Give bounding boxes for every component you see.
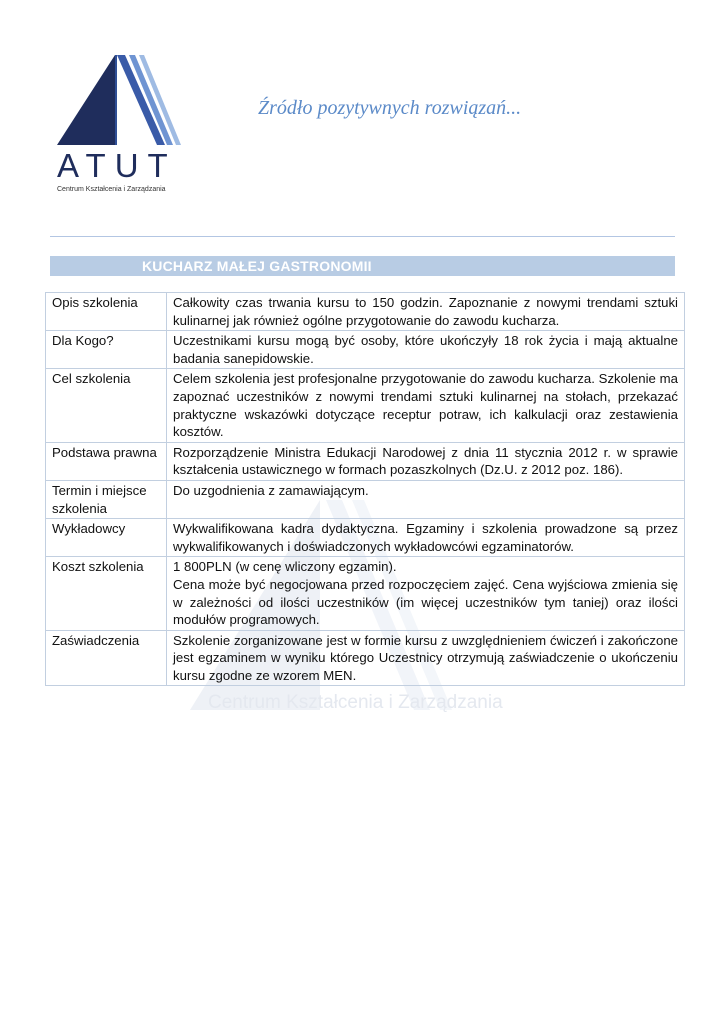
row-label: Podstawa prawna: [46, 442, 167, 480]
row-label: Cel szkolenia: [46, 369, 167, 442]
table-row: [46, 557, 685, 630]
table-row: [46, 442, 685, 480]
row-value-text: Całkowity czas trwania kursu to 150 godzin. Zapoznanie z nowymi trendami sztuki kulinarnej jak również ogólne przygotowanie do zawodu kucharza.: [173, 295, 678, 328]
row-value: [167, 442, 685, 480]
row-label: Opis szkolenia: [46, 293, 167, 331]
row-label: Koszt szkolenia: [46, 557, 167, 630]
row-label: Wykładowcy: [46, 519, 167, 557]
logo-wordmark: ATUT: [57, 147, 177, 184]
course-title: KUCHARZ MAŁEJ GASTRONOMII: [142, 258, 372, 274]
row-value: [167, 331, 685, 369]
row-value-text: Szkolenie zorganizowane jest w formie kursu z uwzględnieniem ćwiczeń i zakończone jest egzaminem w wyniku którego Uczestnicy otrzymują zaświadczenie o ukończeniu kursu zgodne ze wzorem MEN.: [173, 632, 678, 683]
row-value: [167, 557, 685, 630]
row-value-text: Rozporządzenie Ministra Edukacji Narodowej z dnia 11 stycznia 2012 r. w sprawie kształcenia ustawicznego w formach pozaszkolnych (Dz.U. z 2012 poz. 186).: [173, 444, 678, 478]
logo-subtitle: Centrum Kształcenia i Zarządzania: [57, 186, 166, 193]
table-row: [46, 519, 685, 557]
row-value-text: Do uzgodnienia z zamawiającym.: [173, 482, 369, 498]
row-value: [167, 369, 685, 442]
row-value: [167, 293, 685, 331]
row-label: Zaświadczenia: [46, 630, 167, 686]
table-row: [46, 480, 685, 518]
row-value-text: Celem szkolenia jest profesjonalne przygotowanie do zawodu kucharza. Szkolenie ma zapoznać uczestników z nowymi trendami sztuki kulinarnej na stołach, przekazać praktyczne wskazówki dotyczące receptur potraw, ich kalkulacji oraz zestawienia kosztów.: [173, 371, 678, 440]
course-info-table: [45, 292, 685, 686]
row-value: [167, 519, 685, 557]
row-value-text-extra: Cena może być negocjowana przed rozpoczęciem zajęć. Cena wyjściowa zmienia się w zależności od ilości uczestników (im więcej uczestników tym taniej) oraz ilości modułów programowych.: [173, 576, 678, 628]
row-value-text: Wykwalifikowana kadra dydaktyczna. Egzaminy i szkolenia prowadzone są przez wykwalifikowanych i doświadczonych wykładowcówi egzaminatorów.: [173, 521, 678, 554]
tagline: Źródło pozytywnych rozwiązań...: [258, 97, 522, 119]
row-value: [167, 630, 685, 686]
table-row: [46, 630, 685, 686]
row-value: [167, 480, 685, 518]
table-row: [46, 293, 685, 331]
header-divider: [50, 236, 675, 237]
atut-logo: [55, 50, 185, 200]
row-value-text: 1 800PLN (w cenę wliczony egzamin).: [173, 559, 397, 575]
table-row: [46, 369, 685, 442]
row-label: Dla Kogo?: [46, 331, 167, 369]
row-label: Termin i miejsce szkolenia: [46, 480, 167, 518]
table-row: [46, 331, 685, 369]
logo-triangle-icon: [55, 50, 185, 150]
course-title-bar: [50, 256, 675, 276]
row-value-text: Uczestnikami kursu mogą być osoby, które ukończyły 18 rok życia i mają aktualne badania sanepidowskie.: [173, 333, 678, 366]
watermark-text: Centrum Kształcenia i Zarządzania: [208, 692, 503, 713]
